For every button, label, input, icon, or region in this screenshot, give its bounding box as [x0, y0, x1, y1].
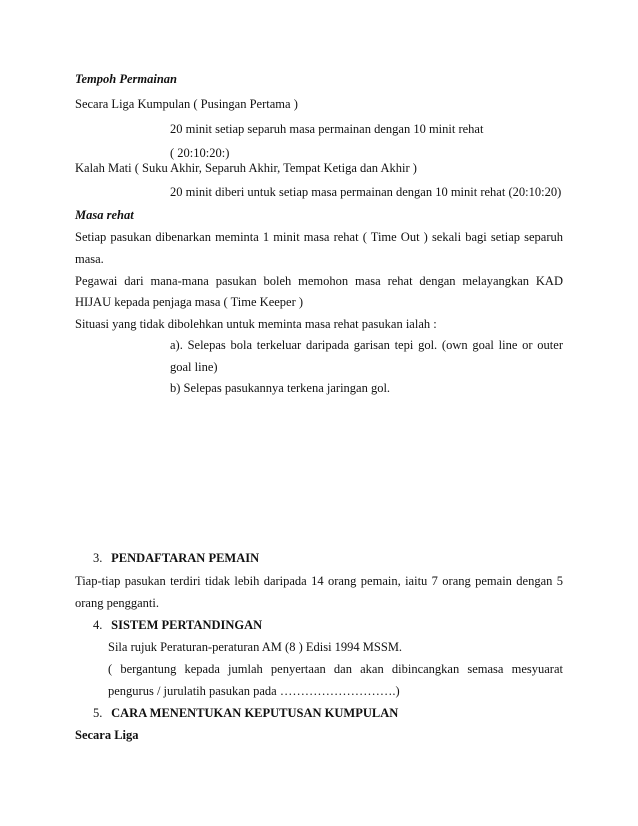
section-4-line2: ( bergantung kepada jumlah penyertaan dan akan dibincangkan semasa mesyuarat: [108, 662, 563, 676]
section-4-line1: Sila rujuk Peraturan-peraturan AM (8 ) Edisi 1994 MSSM.: [108, 640, 403, 654]
section-3-heading: [93, 550, 581, 566]
section-3-title: PENDAFTARAN PEMAIN: [111, 551, 260, 565]
section-4-heading: [93, 617, 581, 633]
section-3-line2: orang pengganti.: [75, 596, 160, 610]
secara-liga-heading: Secara Liga: [75, 728, 139, 742]
situasi-text: Situasi yang tidak dibolehkan untuk meminta masa rehat pasukan ialah :: [75, 317, 437, 331]
tempoh-permainan-heading: Tempoh Permainan: [75, 72, 177, 86]
rehat-para1-line2: masa.: [75, 252, 104, 266]
kalah-mati-text: Kalah Mati ( Suku Akhir, Separuh Akhir, Tempat Ketiga dan Akhir ): [75, 161, 417, 175]
section-4-title: SISTEM PERTANDINGAN: [111, 618, 263, 632]
kalah-mati-detail: 20 minit diberi untuk setiap masa permainan dengan 10 minit rehat (20:10:20): [170, 185, 562, 199]
situasi-a-line2: goal line): [170, 360, 218, 374]
masa-rehat-heading: Masa rehat: [75, 208, 134, 222]
section-5-title: CARA MENENTUKAN KEPUTUSAN KUMPULAN: [111, 706, 399, 720]
liga-kumpulan-text: Secara Liga Kumpulan ( Pusingan Pertama ): [75, 97, 298, 111]
liga-detail-1: 20 minit setiap separuh masa permainan dengan 10 minit rehat: [170, 122, 484, 136]
situasi-b: b) Selepas pasukannya terkena jaringan gol.: [170, 381, 391, 395]
situasi-a-line1: a). Selepas bola terkeluar daripada garisan tepi gol. (own goal line or outer: [170, 338, 563, 352]
liga-detail-2: ( 20:10:20:): [170, 146, 230, 160]
section-3-line1: Tiap-tiap pasukan terdiri tidak lebih daripada 14 orang pemain, iaitu 7 orang pemain dengan 5: [75, 574, 563, 588]
section-5-number: 5.: [93, 706, 103, 720]
section-5-heading: [93, 705, 581, 721]
section-4-line3: pengurus / jurulatih pasukan pada ……………………….): [108, 684, 400, 698]
rehat-para1-line1: Setiap pasukan dibenarkan meminta 1 minit masa rehat ( Time Out ) sekali bagi setiap separuh: [75, 230, 563, 244]
rehat-para2-line1: Pegawai dari mana-mana pasukan boleh memohon masa rehat dengan melayangkan KAD: [75, 274, 563, 288]
section-4-number: 4.: [93, 618, 103, 632]
rehat-para2-line2: HIJAU kepada penjaga masa ( Time Keeper ): [75, 295, 304, 309]
section-3-number: 3.: [93, 551, 103, 565]
